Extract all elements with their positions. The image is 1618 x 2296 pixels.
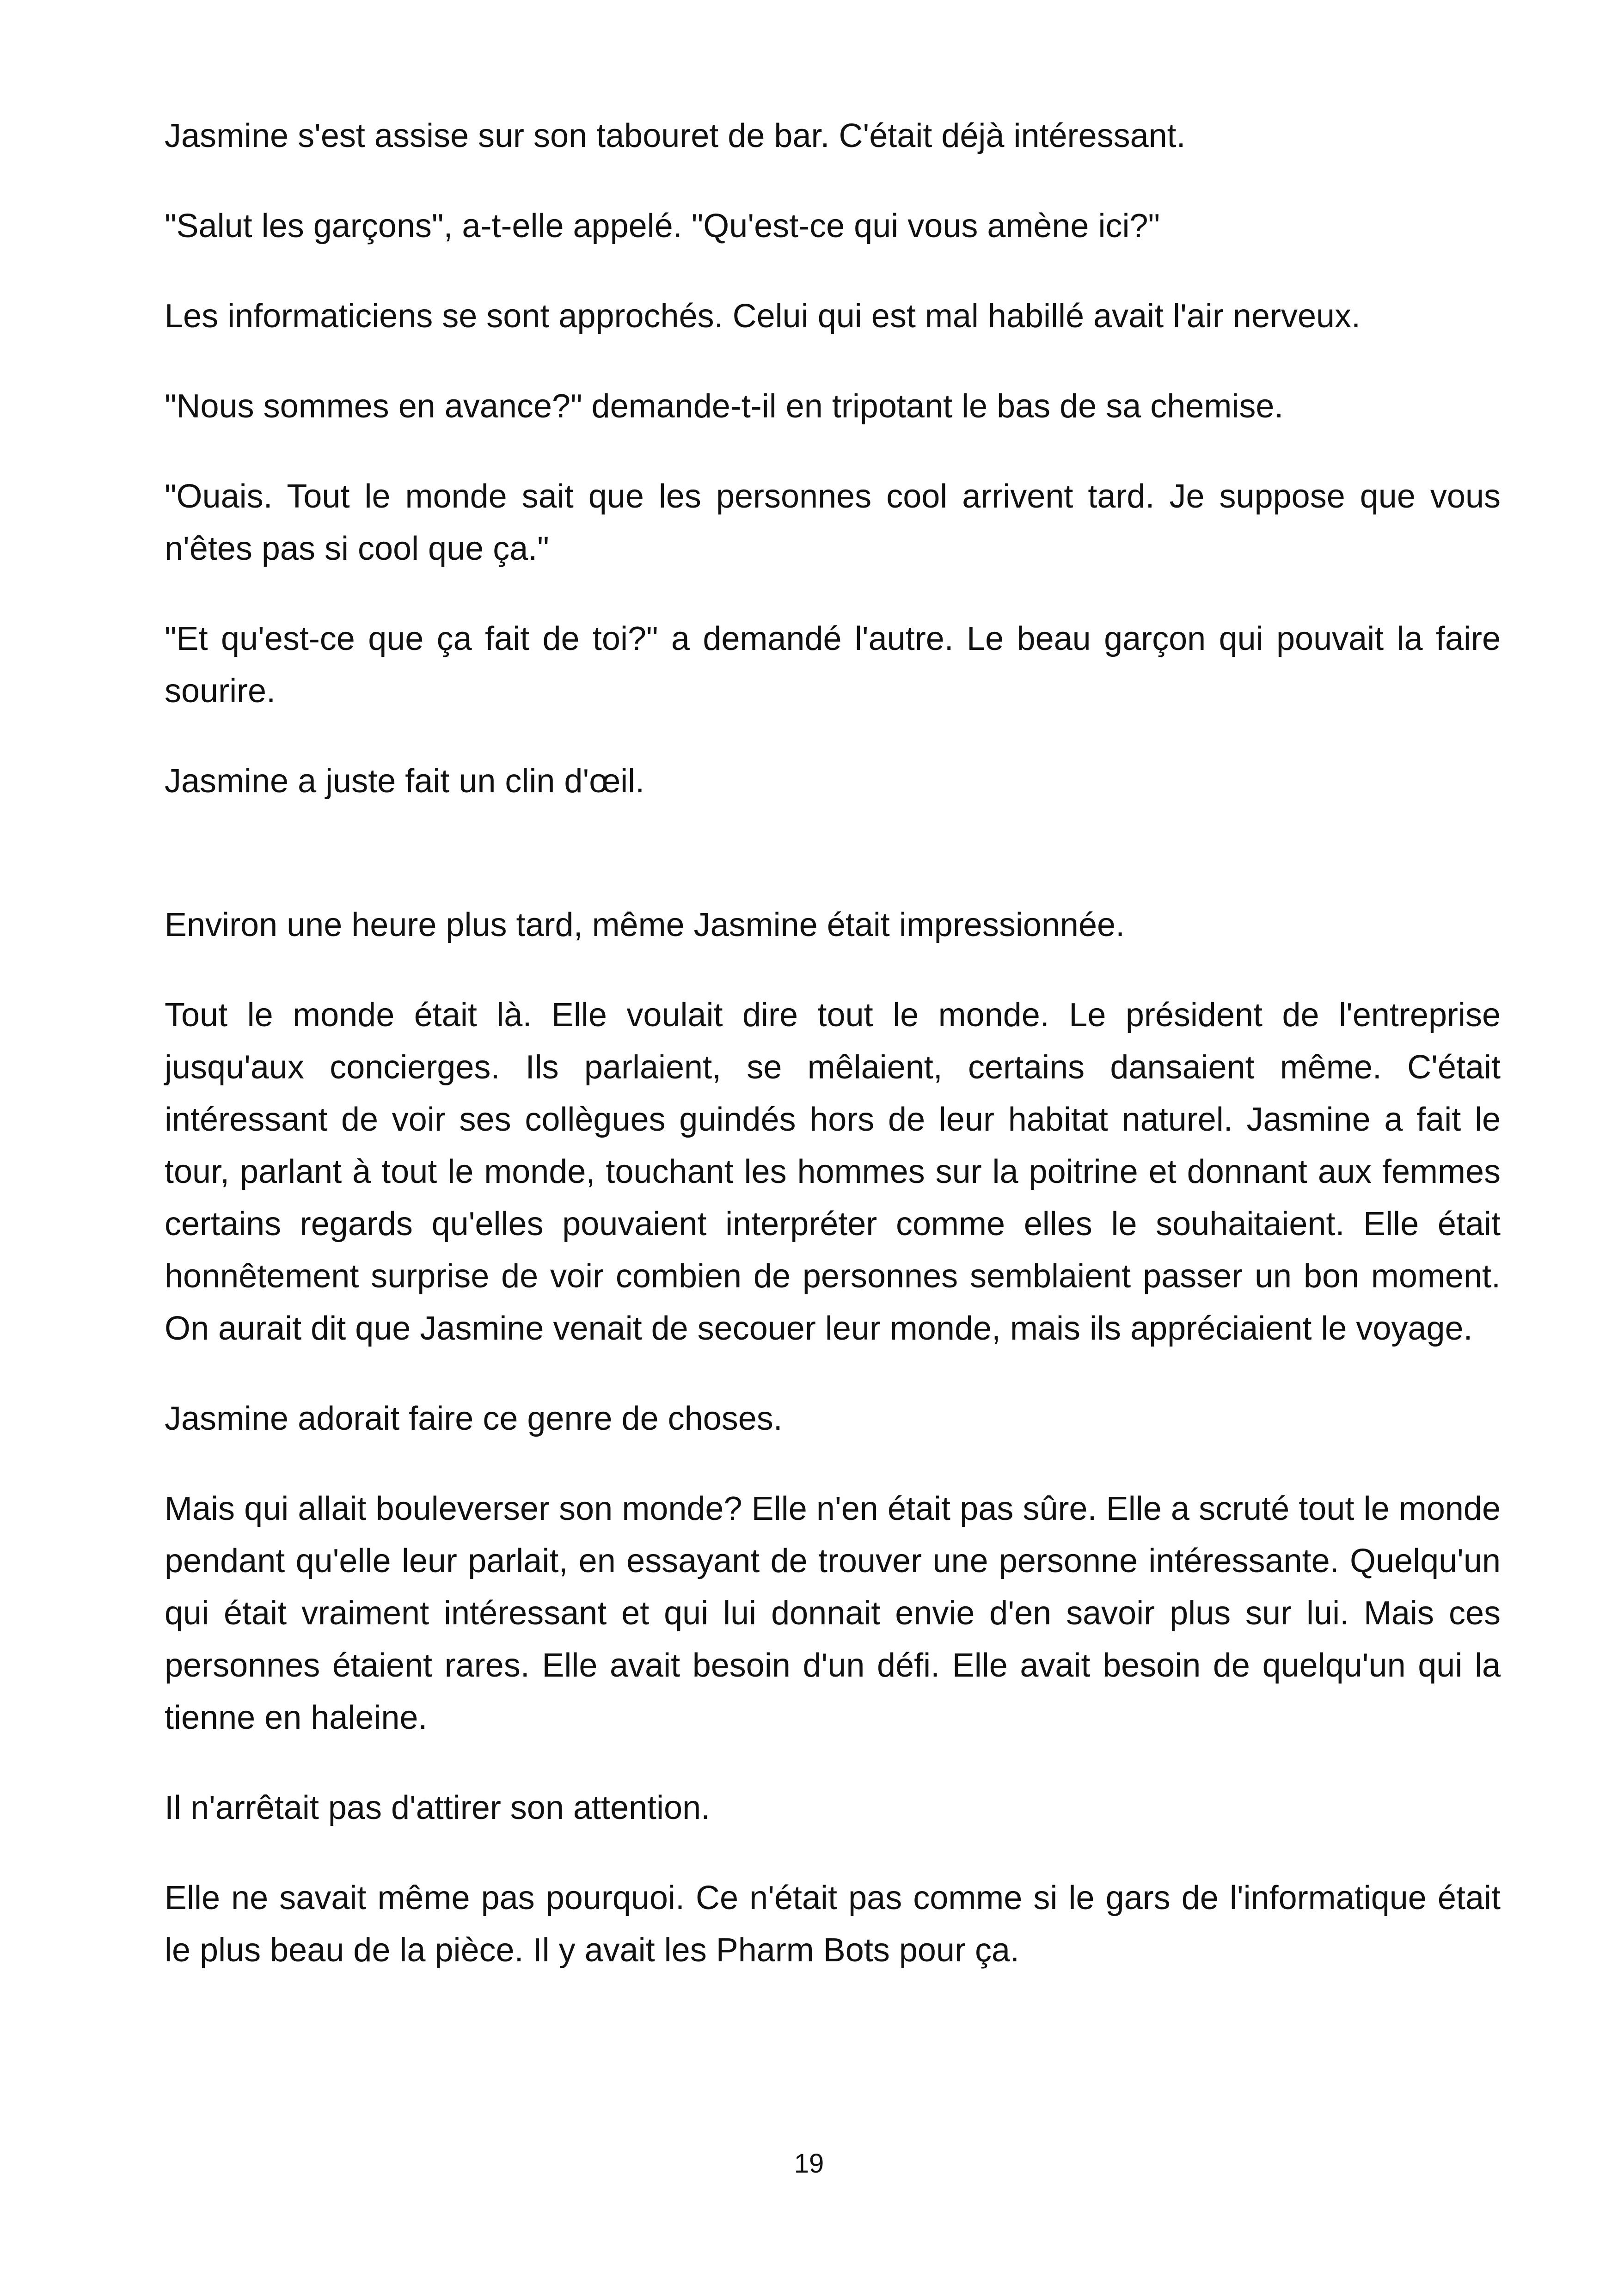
paragraph: Tout le monde était là. Elle voulait dire tout le monde. Le président de l'entreprise jusqu'aux concierges. Ils parlaient, se mêlaient, certains dansaient même. C'était intéressant de voir ses collègues guindés hors de leur habitat naturel. Jasmine a fait le tour, parlant à tout le monde, touchant les hommes sur la poitrine et donnant aux femmes certains regards qu'elles pouvaient interpréter comme elles le souhaitaient. Elle était honnêtement surprise de voir combien de personnes semblaient passer un bon moment. On aurait dit que Jasmine venait de secouer leur monde, mais ils appréciaient le voyage. [165,997,1501,1347]
scene-break [165,808,1501,899]
paragraph: "Nous sommes en avance?" demande-t-il en tripotant le bas de sa chemise. [165,388,1284,425]
paragraph: "Ouais. Tout le monde sait que les personnes cool arrivent tard. Je suppose que vous n'êtes pas si cool que ça." [165,478,1501,567]
paragraph: Mais qui allait bouleverser son monde? Elle n'en était pas sûre. Elle a scruté tout le monde pendant qu'elle leur parlait, en essayant de trouver une personne intéressante. Quelqu'un qui était vraiment intéressant et qui lui donnait envie d'en savoir plus sur lui. Mais ces personnes étaient rares. Elle avait besoin d'un défi. Elle avait besoin de quelqu'un qui la tienne en haleine. [165,1490,1501,1736]
page-number: 19 [794,2149,824,2179]
paragraph: Jasmine a juste fait un clin d'œil. [165,763,645,800]
paragraph: Il n'arrêtait pas d'attirer son attention. [165,1789,711,1826]
body-text [165,110,1501,1977]
paragraph: Les informaticiens se sont approchés. Celui qui est mal habillé avait l'air nerveux. [165,298,1361,335]
paragraph: Jasmine s'est assise sur son tabouret de bar. C'était déjà intéressant. [165,117,1186,154]
paragraph: "Et qu'est-ce que ça fait de toi?" a demandé l'autre. Le beau garçon qui pouvait la faire sourire. [165,620,1501,710]
paragraph: Jasmine adorait faire ce genre de choses. [165,1400,783,1437]
paragraph: "Salut les garçons", a-t-elle appelé. "Qu'est-ce qui vous amène ici?" [165,208,1160,245]
paragraph: Elle ne savait même pas pourquoi. Ce n'était pas comme si le gars de l'informatique était le plus beau de la pièce. Il y avait les Pharm Bots pour ça. [165,1880,1501,1969]
paragraph: Environ une heure plus tard, même Jasmine était impressionnée. [165,906,1125,943]
